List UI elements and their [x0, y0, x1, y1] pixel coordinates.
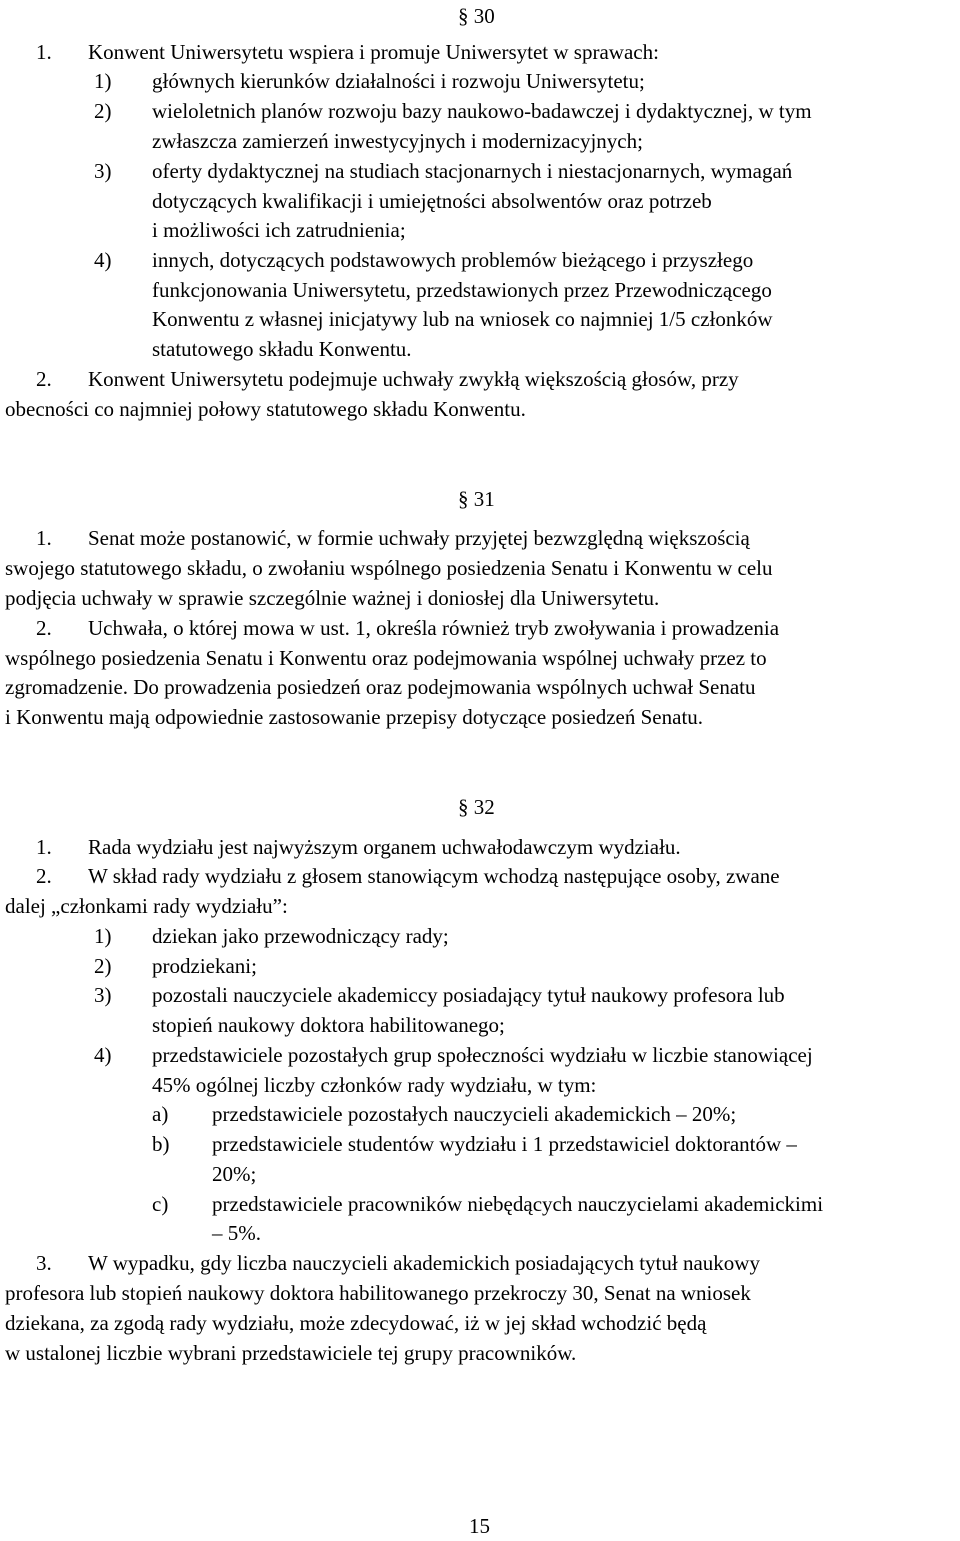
line-text: przedstawiciele pozostałych nauczycieli akademickich – 20%;	[212, 1102, 737, 1126]
list-marker: a)	[152, 1102, 169, 1126]
line-text: innych, dotyczących podstawowych problemów bieżącego i przyszłego	[152, 248, 754, 272]
line-text: w ustalonej liczbie wybrani przedstawiciele tej grupy pracowników.	[5, 1341, 577, 1365]
list-marker: c)	[152, 1192, 169, 1216]
list-item	[152, 1100, 736, 1129]
list-marker: 2.	[36, 616, 52, 640]
line-text: dalej „członkami rady wydziału”:	[5, 894, 288, 918]
line-text: profesora lub stopień naukowy doktora habilitowanego przekroczy 30, Senat na wniosek	[5, 1281, 751, 1305]
page-number: 15	[469, 1514, 490, 1538]
list-marker: 1)	[94, 924, 112, 948]
line-text: wieloletnich planów rozwoju bazy naukowo-badawczej i dydaktycznej, w tym	[152, 99, 812, 123]
line-text: głównych kierunków działalności i rozwoju Uniwersytetu;	[152, 69, 645, 93]
line-text: W skład rady wydziału z głosem stanowiącym wchodzą następujące osoby, zwane	[88, 864, 780, 888]
line-text: Konwent Uniwersytetu podejmuje uchwały zwykłą większością głosów, przy	[88, 367, 739, 391]
line-text: zwłaszcza zamierzeń inwestycyjnych i modernizacyjnych;	[152, 129, 643, 153]
line-text: 20%;	[212, 1162, 257, 1186]
line-text: W wypadku, gdy liczba nauczycieli akademickich posiadających tytuł naukowy	[88, 1251, 760, 1275]
line-text: dotyczących kwalifikacji i umiejętności absolwentów oraz potrzeb	[152, 189, 712, 213]
paragraph-line	[36, 614, 779, 643]
list-marker: 3)	[94, 983, 112, 1007]
line-text: przedstawiciele pracowników niebędących nauczycielami akademickimi	[212, 1192, 824, 1216]
list-marker: 2)	[94, 954, 112, 978]
line-text: stopień naukowy doktora habilitowanego;	[152, 1013, 505, 1037]
list-item	[94, 97, 812, 126]
line-text: dziekana, za zgodą rady wydziału, może zdecydować, iż w jej skład wchodzić będą	[5, 1311, 707, 1335]
list-item	[94, 67, 645, 96]
line-text: Senat może postanowić, w formie uchwały przyjętej bezwzględną większością	[88, 526, 750, 550]
line-text: Uchwała, o której mowa w ust. 1, określa również tryb zwoływania i prowadzenia	[88, 616, 780, 640]
list-item	[152, 1190, 823, 1219]
paragraph-line	[36, 833, 681, 862]
line-text: Rada wydziału jest najwyższym organem uchwałodawczym wydziału.	[88, 835, 681, 859]
line-text: statutowego składu Konwentu.	[152, 337, 412, 361]
line-text: – 5%.	[212, 1221, 261, 1245]
paragraph-line	[36, 862, 780, 891]
line-text: przedstawiciele pozostałych grup społeczności wydziału w liczbie stanowiącej	[152, 1043, 813, 1067]
section-heading: § 30	[458, 4, 495, 28]
line-text: i możliwości ich zatrudnienia;	[152, 218, 406, 242]
paragraph-line	[36, 524, 750, 553]
list-item	[94, 1041, 813, 1070]
line-text: swojego statutowego składu, o zwołaniu wspólnego posiedzenia Senatu i Konwentu w celu	[5, 556, 773, 580]
line-text: 45% ogólnej liczby członków rady wydziału, w tym:	[152, 1073, 597, 1097]
line-text: Konwent Uniwersytetu wspiera i promuje Uniwersytet w sprawach:	[88, 40, 659, 64]
line-text: wspólnego posiedzenia Senatu i Konwentu oraz podejmowania wspólnej uchwały przez to	[5, 646, 767, 670]
line-text: Konwentu z własnej inicjatywy lub na wniosek co najmniej 1/5 członków	[152, 307, 773, 331]
section-heading: § 31	[458, 487, 495, 511]
list-marker: 4)	[94, 248, 112, 272]
list-marker: 2.	[36, 367, 52, 391]
line-text: prodziekani;	[152, 954, 257, 978]
line-text: podjęcia uchwały w sprawie szczególnie ważnej i doniosłej dla Uniwersytetu.	[5, 586, 660, 610]
line-text: pozostali nauczyciele akademiccy posiadający tytuł naukowy profesora lub	[152, 983, 785, 1007]
line-text: oferty dydaktycznej na studiach stacjonarnych i niestacjonarnych, wymagań	[152, 159, 793, 183]
line-text: zgromadzenie. Do prowadzenia posiedzeń oraz podejmowania wspólnych uchwał Senatu	[5, 675, 756, 699]
line-text: przedstawiciele studentów wydziału i 1 przedstawiciel doktorantów –	[212, 1132, 797, 1156]
list-marker: 1.	[36, 526, 52, 550]
paragraph-line	[36, 365, 739, 394]
list-item	[94, 246, 753, 275]
list-marker: 2.	[36, 864, 52, 888]
list-item	[94, 922, 449, 951]
line-text: i Konwentu mają odpowiednie zastosowanie przepisy dotyczące posiedzeń Senatu.	[5, 705, 704, 729]
list-marker: 4)	[94, 1043, 112, 1067]
list-marker: 1.	[36, 40, 52, 64]
paragraph-line	[36, 38, 659, 67]
list-marker: 2)	[94, 99, 112, 123]
section-heading: § 32	[458, 795, 495, 819]
list-item	[94, 952, 257, 981]
paragraph-line	[36, 1249, 760, 1278]
list-marker: b)	[152, 1132, 170, 1156]
list-item	[152, 1130, 797, 1159]
list-item	[94, 157, 792, 186]
list-marker: 3.	[36, 1251, 52, 1275]
line-text: obecności co najmniej połowy statutowego składu Konwentu.	[5, 397, 526, 421]
line-text: funkcjonowania Uniwersytetu, przedstawionych przez Przewodniczącego	[152, 278, 772, 302]
list-item	[94, 981, 785, 1010]
list-marker: 1)	[94, 69, 112, 93]
list-marker: 3)	[94, 159, 112, 183]
line-text: dziekan jako przewodniczący rady;	[152, 924, 449, 948]
list-marker: 1.	[36, 835, 52, 859]
